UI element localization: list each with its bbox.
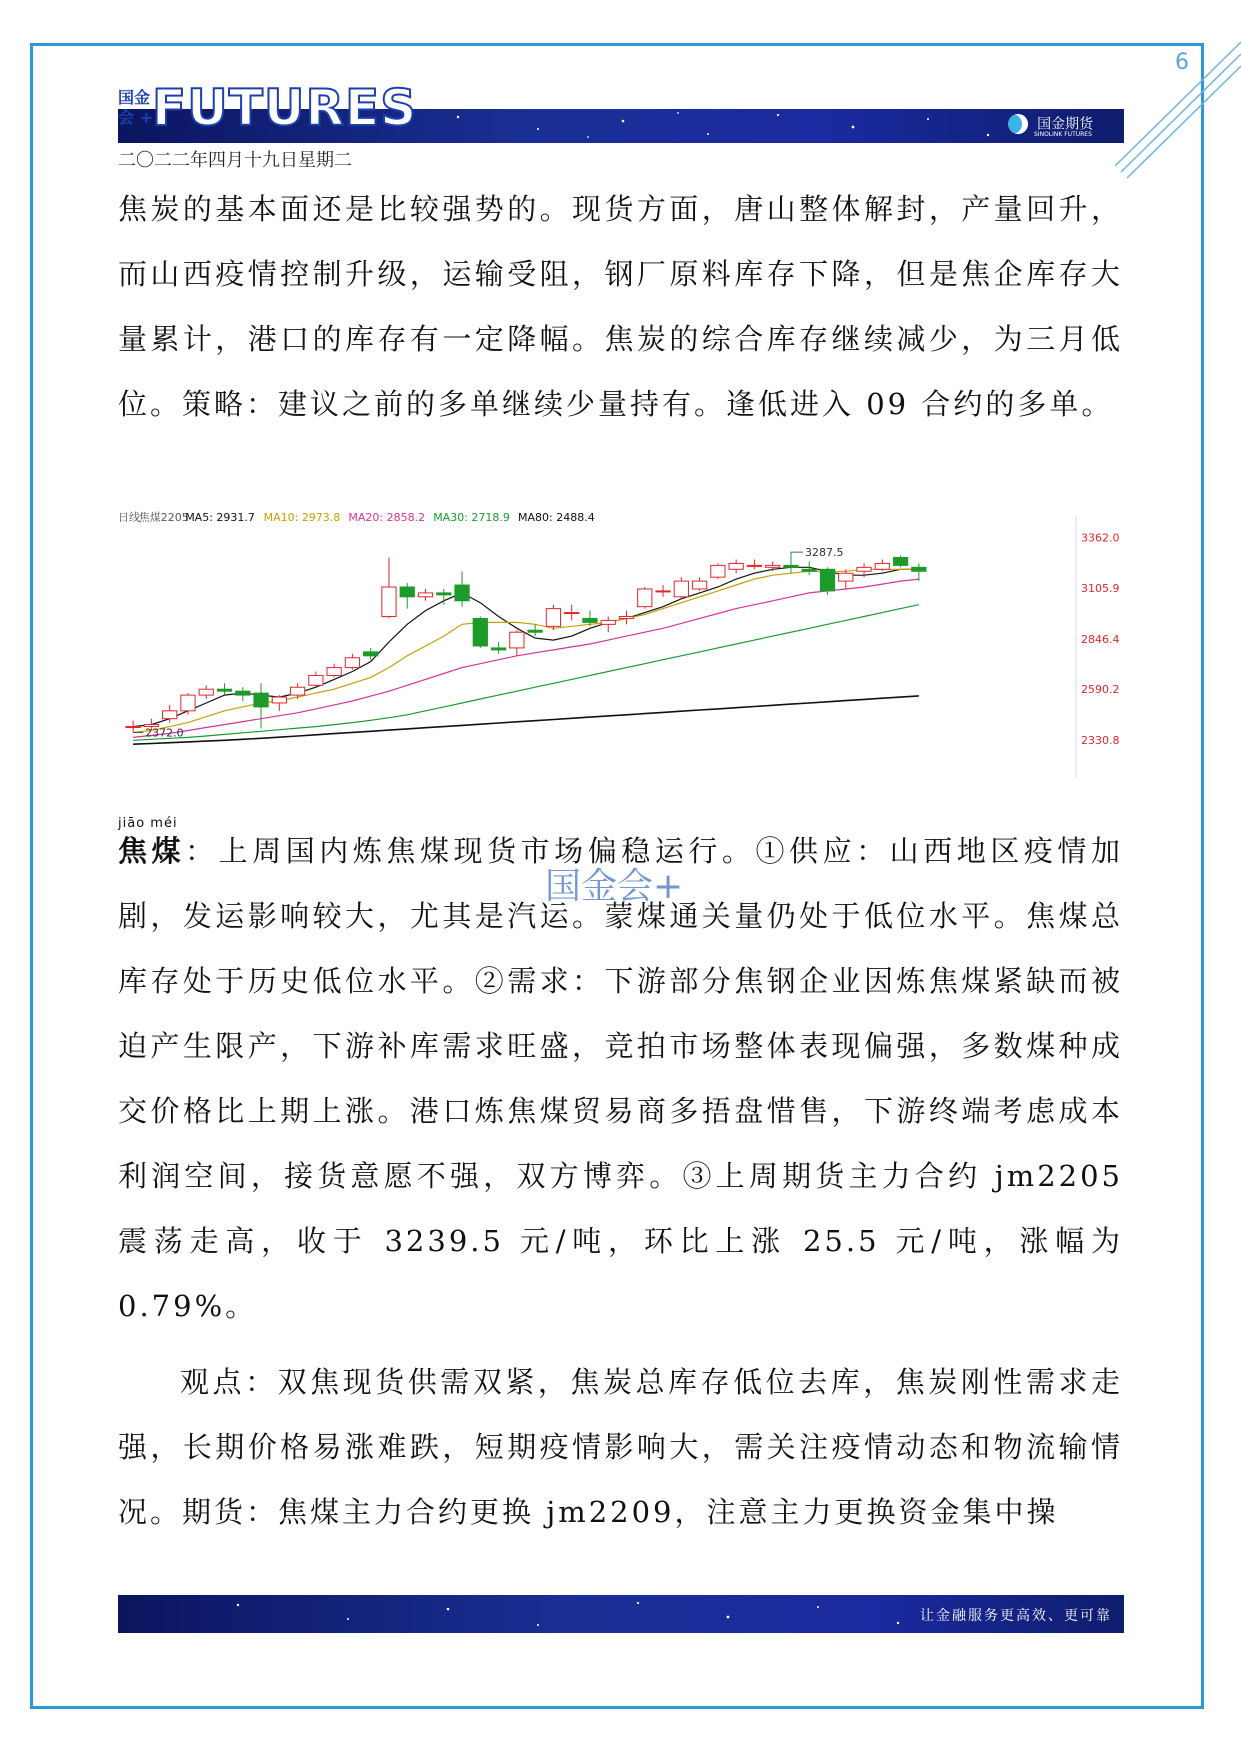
candle-body	[217, 689, 231, 691]
candle-body	[528, 630, 542, 632]
brand-small-cn	[118, 88, 153, 128]
low-annotation: 2372.0	[145, 726, 184, 740]
candle	[820, 567, 834, 595]
candle-body	[656, 591, 670, 592]
candle	[546, 605, 560, 631]
sinolink-logo	[1008, 113, 1094, 138]
candle-body	[565, 613, 579, 614]
candle	[491, 642, 505, 654]
candle-body	[236, 691, 250, 695]
candle	[674, 577, 688, 599]
y-tick-2: 2846.4	[1081, 632, 1120, 646]
candle	[364, 648, 378, 660]
legend-entry-2: MA5: 2931.7	[185, 511, 255, 524]
ma-line-ma10	[133, 569, 919, 732]
candle-body	[327, 668, 341, 676]
legend-entry-3: MA10: 2973.8	[263, 511, 341, 524]
brand-small-line2: 会 +	[118, 108, 153, 127]
footer-banner	[118, 1595, 1124, 1633]
report-date: 二〇二二年四月十九日星期二	[118, 150, 352, 171]
candle-body	[601, 620, 615, 624]
paragraph-coking-coal-body: ：上周国内炼焦煤现货市场偏稳运行。①供应：山西地区疫情加剧，发运影响较大，尤其是汽运。蒙煤通关量仍处于低位水平。焦煤总库存处于历史低位水平。②需求：下游部分焦钢企业因炼焦煤紧缺而被迫产生限产，下游补库需求旺盛，竞拍市场整体表现偏强，多数煤种成交价格比上期上涨。港口炼焦煤贸易商多捂盘惜售，下游终端考虑成本利润空间，接货意愿不强，双方博弈。③上周期货主力合约 jm2205 震荡走高，收于 3239.5 元/吨，环比上涨 25.5 元/吨，涨幅为 0.79%。	[118, 834, 1123, 1323]
sinolink-logo-en: SINOLINK FUTURES	[1034, 131, 1092, 138]
legend-entry-5: MA30: 2718.9	[433, 511, 510, 524]
candle-body	[418, 593, 432, 597]
candle	[747, 559, 761, 569]
candle-body	[619, 616, 633, 618]
legend-entry-6: MA80: 2488.4	[518, 511, 595, 524]
brand-small-line1: 国金	[118, 88, 151, 107]
candle-body	[674, 581, 688, 597]
candle-body	[638, 589, 652, 607]
y-tick-labels	[1081, 531, 1120, 747]
high-annotation: 3287.5	[804, 546, 844, 560]
watermark: 国金会+	[545, 866, 684, 907]
sinolink-logo-icon	[1008, 114, 1028, 134]
candle	[382, 558, 396, 619]
candle	[437, 589, 451, 605]
sinolink-logo-cn: 国金期货	[1037, 116, 1094, 133]
candle	[236, 687, 250, 701]
section-lead: 焦煤	[118, 834, 186, 868]
candle-body	[802, 569, 816, 571]
candle	[400, 583, 414, 609]
candle-body	[893, 558, 907, 566]
candle	[217, 683, 231, 695]
page-number: 6	[1175, 50, 1189, 75]
candle-body	[711, 565, 725, 577]
candle	[327, 664, 341, 678]
legend-entry-0: 日线	[118, 511, 140, 524]
candle-body	[254, 693, 268, 707]
chart-svg	[118, 508, 1123, 778]
candle-body	[857, 567, 871, 571]
candle-body	[491, 648, 505, 650]
candle	[601, 616, 615, 632]
candle	[309, 672, 323, 688]
candle	[418, 589, 432, 601]
candle-body	[272, 697, 286, 703]
candle	[126, 721, 140, 733]
candlestick-chart	[118, 508, 1123, 778]
candle-body	[912, 567, 926, 571]
legend-entry-1: 焦煤2205	[138, 511, 189, 524]
candle-body	[729, 563, 743, 569]
y-tick-3: 2590.2	[1081, 683, 1120, 697]
candle-body	[290, 687, 304, 695]
candle	[455, 571, 469, 606]
candle	[254, 683, 268, 728]
candle	[839, 569, 853, 589]
candle-body	[455, 585, 469, 601]
candle-body	[345, 658, 359, 668]
candles	[126, 552, 926, 732]
candle-body	[875, 563, 889, 569]
chart-annotations	[133, 546, 843, 739]
candle	[784, 552, 798, 573]
candle	[875, 559, 889, 571]
candle	[729, 559, 743, 573]
legend-entry-4: MA20: 2858.2	[348, 511, 426, 524]
candle	[272, 695, 286, 711]
candle	[656, 585, 670, 597]
candle	[912, 563, 926, 581]
candle	[199, 685, 213, 699]
candle-body	[181, 695, 195, 711]
paragraph-outlook: 观点：双焦现货供需双紧，焦炭总库存低位去库，焦炭刚性需求走强，长期价格易涨难跌，短期疫情影响大，需关注疫情动态和物流输情况。期货：焦煤主力合约更换 jm2209，注意主力更换资金集中操	[118, 1365, 1123, 1529]
candle	[619, 611, 633, 625]
candle-body	[199, 689, 213, 695]
candle-body	[583, 618, 597, 622]
candle	[528, 624, 542, 636]
candle-body	[784, 565, 798, 567]
moving-average-lines	[133, 567, 919, 744]
candle-body	[126, 727, 140, 728]
candle-body	[364, 652, 378, 656]
candle	[181, 693, 195, 715]
candle	[473, 616, 487, 647]
candle-body	[309, 675, 323, 685]
y-tick-0: 3362.0	[1081, 531, 1120, 545]
candle-body	[400, 587, 414, 597]
paragraph-coke: 焦炭的基本面还是比较强势的。现货方面，唐山整体解封，产量回升，而山西疫情控制升级，运输受阻，钢厂原料库存下降，但是焦企库存大量累计，港口的库存有一定降幅。焦炭的综合库存继续减少，为三月低位。策略：建议之前的多单继续少量持有。逢低进入 09 合约的多单。	[118, 192, 1123, 421]
chart-legend	[118, 510, 595, 524]
candle	[510, 630, 524, 656]
candle	[345, 654, 359, 670]
candle-body	[820, 569, 834, 591]
y-tick-4: 2330.8	[1081, 734, 1120, 748]
candle-body	[473, 618, 487, 646]
brand-futures-logo: FUTURES	[152, 79, 418, 137]
candle-body	[546, 609, 560, 627]
candle-body	[692, 581, 706, 589]
candle-body	[510, 632, 524, 648]
footer-slogan: 让金融服务更高效、更可靠	[920, 1608, 1112, 1624]
candle	[711, 563, 725, 579]
candle-body	[163, 711, 177, 719]
candle-body	[747, 565, 761, 566]
candle	[893, 556, 907, 568]
candle	[290, 683, 304, 699]
candle	[692, 577, 706, 591]
candle-body	[766, 565, 780, 567]
pinyin-annotation: jiāo méi	[118, 816, 178, 831]
y-tick-1: 3105.9	[1081, 581, 1120, 595]
candle-body	[382, 587, 396, 616]
candle	[565, 605, 579, 621]
ma-line-ma20	[133, 579, 919, 740]
candle-body	[437, 593, 451, 595]
candle	[638, 587, 652, 609]
candle-body	[839, 573, 853, 581]
